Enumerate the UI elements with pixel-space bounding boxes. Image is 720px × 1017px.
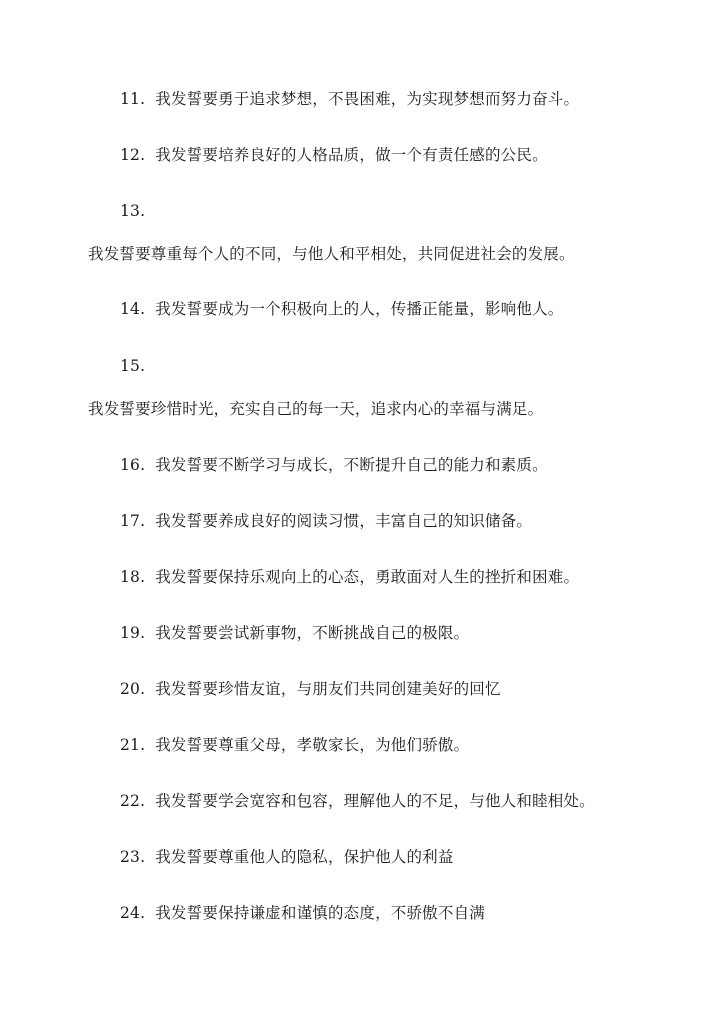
list-item-17 [120,511,532,531]
list-item-19 [120,623,469,643]
item-text: 我发誓要珍惜友谊，与朋友们共同创建美好的回忆 [155,680,501,698]
item-number: 16. [120,456,146,474]
item-number: 23. [120,848,146,866]
item-text: 我发誓要尊重每个人的不同，与他人和平相处，共同促进社会的发展。 [88,245,575,263]
item-text: 我发誓要培养良好的人格品质，做一个有责任感的公民。 [155,146,548,164]
item-text: 我发誓要保持乐观向上的心态，勇敢面对人生的挫折和困难。 [155,568,580,586]
item-text: 我发誓要尊重父母，孝敬家长，为他们骄傲。 [155,736,470,754]
item-number: 21. [120,736,146,754]
list-item-24 [120,903,485,923]
item-number: 17. [120,512,146,530]
list-item-15-text [88,399,543,419]
item-number: 24. [120,904,146,922]
item-number: 19. [120,624,146,642]
list-item-12 [120,145,548,165]
item-text: 我发誓要珍惜时光，充实自己的每一天，追求内心的幸福与满足。 [88,400,544,418]
list-item-11 [120,89,579,109]
item-text: 我发誓要保持谦虚和谨慎的态度，不骄傲不自满 [155,904,485,922]
item-number: 11. [120,90,146,108]
list-item-23 [120,847,454,867]
list-item-22 [120,791,595,811]
item-text: 我发誓要勇于追求梦想，不畏困难，为实现梦想而努力奋斗。 [155,90,580,108]
item-number: 20. [120,680,146,698]
item-text: 我发誓要学会宽容和包容，理解他人的不足，与他人和睦相处。 [155,792,595,810]
item-text: 我发誓要尊重他人的隐私，保护他人的利益 [155,848,454,866]
item-number: 14. [120,300,146,318]
list-item-15-number [120,356,155,376]
item-number: 22. [120,792,146,810]
list-item-13-number [120,201,155,221]
item-number: 12. [120,146,146,164]
item-text: 我发誓要成为一个积极向上的人，传播正能量，影响他人。 [155,300,564,318]
item-number: 13. [120,202,146,220]
list-item-13-text [88,244,575,264]
list-item-14 [120,299,563,319]
item-text: 我发誓要养成良好的阅读习惯，丰富自己的知识储备。 [155,512,533,530]
list-item-18 [120,567,579,587]
list-item-20 [120,679,501,699]
item-text: 我发誓要不断学习与成长，不断提升自己的能力和素质。 [155,456,548,474]
list-item-21 [120,735,469,755]
item-text: 我发誓要尝试新事物，不断挑战自己的极限。 [155,624,470,642]
item-number: 18. [120,568,146,586]
item-number: 15. [120,357,146,375]
list-item-16 [120,455,548,475]
